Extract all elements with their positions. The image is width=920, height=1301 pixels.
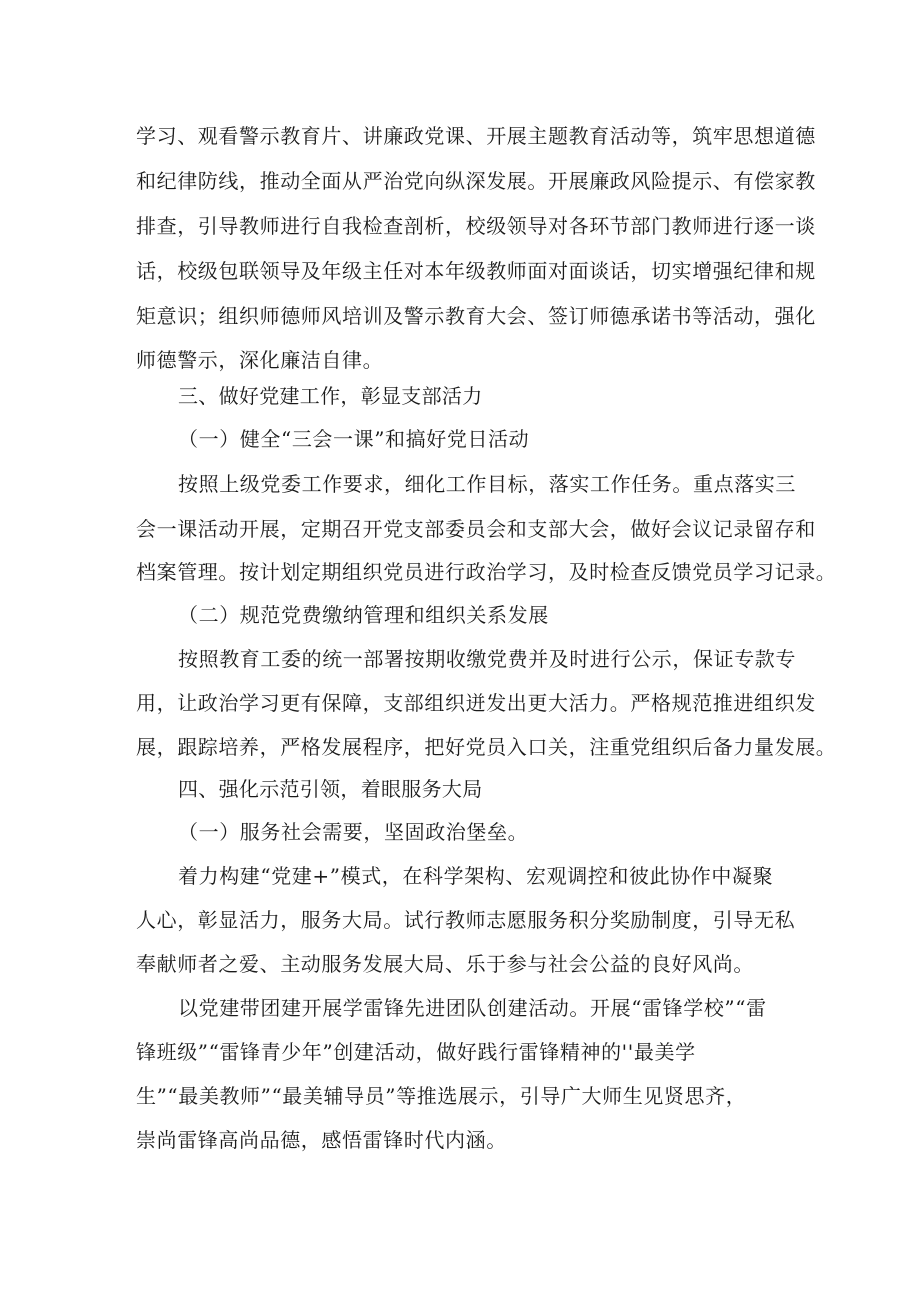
paragraph-line: 师德警示，深化廉洁自律。 — [136, 348, 384, 372]
paragraph-line: 展，跟踪培养，严格发展程序，把好党员入口关，注重党组织后备力量发展。 — [136, 735, 837, 759]
paragraph-line: 按照教育工委的统一部署按期收缴党费并及时进行公示，保证专款专 — [178, 647, 796, 671]
paragraph-line: 着力构建“党建+”模式，在科学架构、宏观调控和彼此协作中凝聚 — [178, 864, 774, 888]
paragraph-line: 以党建带团建开展学雷锋先进团队创建活动。开展“雷锋学校”“雷 — [178, 996, 767, 1020]
paragraph-line: 档案管理。按计划定期组织党员进行政治学习，及时检查反馈党员学习记录。 — [136, 560, 837, 584]
paragraph-line: 和纪律防线，推动全面从严治党向纵深发展。开展廉政风险提示、有偿家教 — [136, 169, 816, 193]
paragraph-line: 生”“最美教师”“最美辅导员”等推选展示，引导广大师生见贤思齐， — [136, 1084, 747, 1108]
paragraph-line: 用，让政治学习更有保障，支部组织迸发出更大活力。严格规范推进组织发 — [136, 691, 816, 715]
paragraph-line: 锋班级”“雷锋青少年”创建活动，做好践行雷锋精神的''最美学 — [136, 1040, 696, 1064]
paragraph-line: 崇尚雷锋高尚品德，感悟雷锋时代内涵。 — [136, 1128, 507, 1152]
paragraph-line: 学习、观看警示教育片、讲廉政党课、开展主题教育活动等，筑牢思想道德 — [136, 124, 816, 148]
subsection-heading: （二）规范党费缴纳管理和组织关系发展 — [178, 603, 549, 627]
paragraph-line: 会一课活动开展，定期召开党支部委员会和支部大会，做好会议记录留存和 — [136, 517, 816, 541]
subsection-heading: （一）服务社会需要，坚固政治堡垒。 — [178, 820, 529, 844]
section-heading-4: 四、强化示范引领，着眼服务大局 — [178, 777, 483, 801]
paragraph-line: 人心，彰显活力，服务大局。试行教师志愿服务积分奖励制度，引导无私 — [136, 908, 796, 932]
section-heading-3: 三、做好党建工作，彰显支部活力 — [178, 384, 483, 408]
paragraph-line: 话，校级包联领导及年级主任对本年级教师面对面谈话，切实增强纪律和规 — [136, 259, 816, 283]
paragraph-line: 矩意识；组织师德师风培训及警示教育大会、签订师德承诺书等活动，强化 — [136, 304, 816, 328]
paragraph-line: 奉献师者之爱、主动服务发展大局、乐于参与社会公益的良好风尚。 — [136, 952, 754, 976]
paragraph-line: 排查，引导教师进行自我检查剖析，校级领导对各环节部门教师进行逐一谈 — [136, 214, 816, 238]
paragraph-line: 按照上级党委工作要求，细化工作目标，落实工作任务。重点落实三 — [178, 472, 796, 496]
subsection-heading: （一）健全“三会一课”和搞好党日活动 — [178, 427, 530, 451]
